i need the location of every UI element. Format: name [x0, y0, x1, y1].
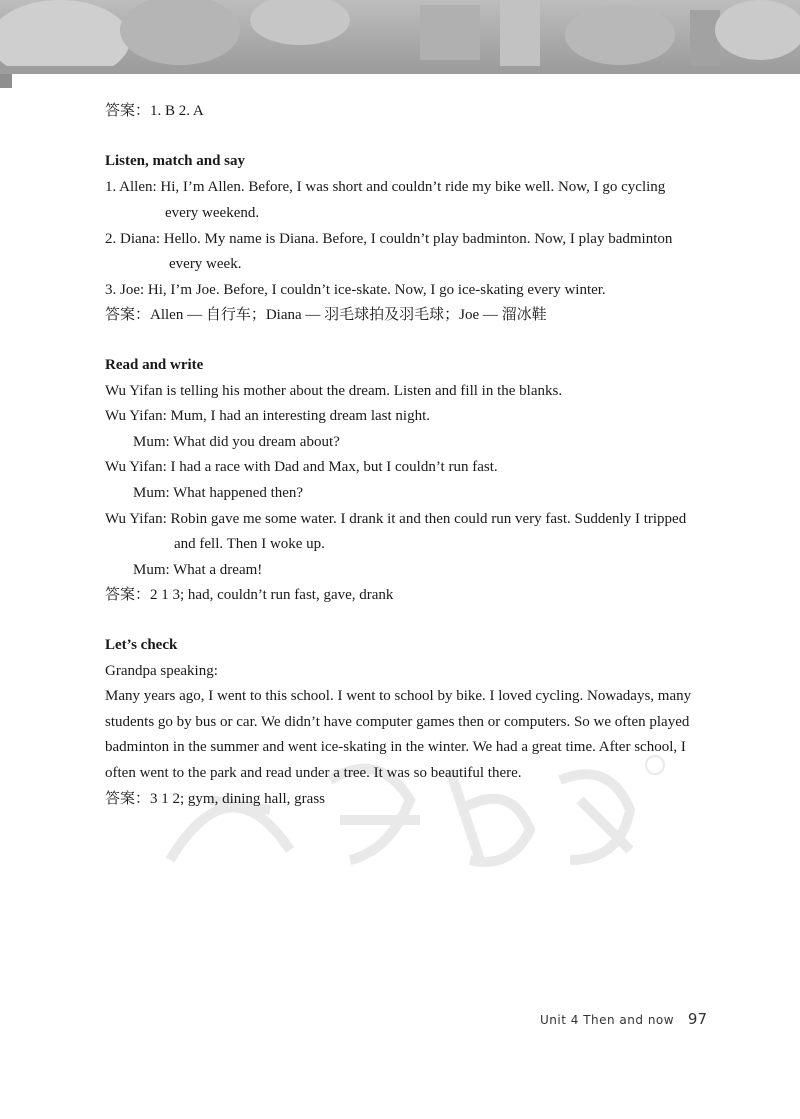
- section2-line: Wu Yifan is telling his mother about the dream. Listen and fill in the blanks.: [105, 383, 563, 399]
- section1-line: every weekend.: [165, 205, 260, 221]
- section1-line: 3. Joe: Hi, I’m Joe. Before, I couldn’t ice-skate. Now, I go ice-skating every winter.: [105, 282, 606, 298]
- section1-line: 1. Allen: Hi, I’m Allen. Before, I was short and couldn’t ride my bike well. Now, I go cycling: [105, 179, 666, 195]
- section3-line: Grandpa speaking:: [105, 663, 218, 679]
- section1-answer: 答案：Allen — 自行车；Diana — 羽毛球拍及羽毛球；Joe — 溜冰鞋: [105, 307, 547, 323]
- footer-unit-title: Unit 4 Then and now: [540, 1013, 675, 1027]
- header-banner: [0, 0, 800, 74]
- section2-line: Mum: What did you dream about?: [133, 434, 340, 450]
- section2-line: Mum: What a dream!: [133, 562, 263, 578]
- section-heading-read-and-write: Read and write: [105, 357, 204, 373]
- page-edge-tab: [0, 74, 12, 88]
- answers-top: 答案：1. B 2. A: [105, 103, 204, 119]
- section3-line: often went to the park and read under a tree. It was so beautiful there.: [105, 765, 522, 781]
- section2-line: Wu Yifan: I had a race with Dad and Max, but I couldn’t run fast.: [105, 459, 498, 475]
- section-heading-lets-check: Let’s check: [105, 637, 178, 653]
- section2-line: Wu Yifan: Robin gave me some water. I drank it and then could run very fast. Suddenly I tripped: [105, 511, 687, 527]
- section2-answer: 答案：2 1 3; had, couldn’t run fast, gave, drank: [105, 587, 394, 603]
- publisher-watermark: [150, 740, 670, 880]
- page-footer: [540, 1010, 707, 1028]
- section-heading-listen-match-say: Listen, match and say: [105, 153, 246, 169]
- page-number: 97: [687, 1010, 708, 1028]
- section2-line: and fell. Then I woke up.: [174, 536, 325, 552]
- section3-line: students go by bus or car. We didn’t have computer games then or computers. So we often played: [105, 714, 690, 730]
- section3-line: Many years ago, I went to this school. I went to school by bike. I loved cycling. Nowadays, many: [105, 688, 692, 704]
- section3-answer: 答案：3 1 2; gym, dining hall, grass: [105, 791, 325, 807]
- section1-line: 2. Diana: Hello. My name is Diana. Before, I couldn’t play badminton. Now, I play badminton: [105, 231, 673, 247]
- section2-line: Mum: What happened then?: [133, 485, 304, 501]
- section1-line: every week.: [169, 256, 242, 272]
- section3-line: badminton in the summer and went ice-skating in the winter. We had a great time. After school, I: [105, 739, 686, 755]
- section2-line: Wu Yifan: Mum, I had an interesting dream last night.: [105, 408, 431, 424]
- banner-illustration: [0, 0, 800, 74]
